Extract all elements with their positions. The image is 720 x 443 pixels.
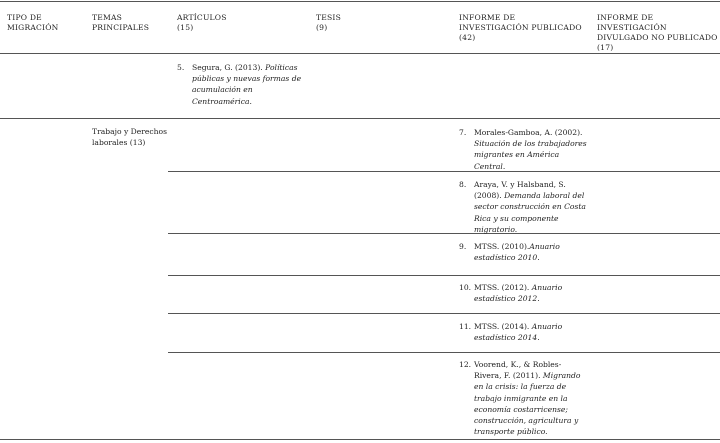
header-informe-publicado bbox=[459, 13, 584, 43]
rule-row-7 bbox=[168, 171, 720, 172]
informe-reference-11 bbox=[459, 321, 584, 343]
header-tesis-count: (9) bbox=[316, 23, 328, 32]
header-temas-label: TEMAS PRINCIPALES bbox=[92, 13, 150, 32]
rule-row-9 bbox=[168, 275, 720, 276]
header-articulos-count: (15) bbox=[177, 23, 194, 32]
header-informe-no-publicado-count: (17) bbox=[597, 43, 614, 52]
reference-author: Morales-Gamboa, A. (2002). bbox=[474, 128, 583, 137]
tema-label: Trabajo y Derechos laborales (13) bbox=[92, 127, 167, 147]
reference-number: 12. bbox=[459, 360, 472, 369]
informe-reference-12 bbox=[459, 359, 587, 437]
header-tesis bbox=[316, 13, 376, 33]
rule-row-8 bbox=[168, 233, 720, 234]
header-tipo-label: TIPO DE MIGRACIÓN bbox=[7, 13, 59, 32]
rule-section-divider bbox=[0, 118, 720, 119]
reference-author: Segura, G. (2013). bbox=[192, 63, 266, 72]
reference-number: 8. bbox=[459, 180, 467, 189]
tema-trabajo bbox=[92, 126, 168, 148]
informe-reference-9 bbox=[459, 241, 584, 263]
header-informe-no-publicado-label: INFORME DE INVESTIGACIÓN DIVULGADO NO PUBLICADO bbox=[597, 13, 718, 42]
rule-header-bottom bbox=[0, 53, 720, 54]
reference-author: MTSS. (2010). bbox=[474, 242, 530, 251]
header-informe-publicado-label: INFORME DE INVESTIGACIÓN PUBLICADO bbox=[459, 13, 582, 32]
reference-number: 11. bbox=[459, 322, 472, 331]
reference-number: 10. bbox=[459, 283, 472, 292]
header-tipo bbox=[7, 13, 67, 33]
reference-title: Migrando en la crisis: la fuerza de trabajo inmigrante en la economía costarricense; construcción, agricultura y transporte público. bbox=[474, 371, 581, 437]
rule-top bbox=[0, 1, 720, 2]
reference-title: Demanda laboral del sector construcción en Costa Rica y su componente migratorio. bbox=[474, 191, 586, 234]
reference-title: Situación de los trabajadores migrantes en América Central. bbox=[474, 139, 587, 171]
informe-reference-7 bbox=[459, 127, 587, 172]
reference-author: Araya, V. y Halsband, S. (2008). bbox=[474, 180, 566, 201]
informe-reference-8 bbox=[459, 179, 587, 235]
rule-row-10 bbox=[168, 313, 720, 314]
reference-number: 7. bbox=[459, 128, 467, 137]
header-tesis-label: TESIS bbox=[316, 13, 342, 22]
articulo-reference bbox=[177, 62, 302, 107]
reference-title: Anuario estadístico 2010. bbox=[474, 242, 560, 263]
header-informe-publicado-count: (42) bbox=[459, 33, 476, 42]
reference-author: MTSS. (2012). bbox=[474, 283, 532, 292]
reference-number: 9. bbox=[459, 242, 467, 251]
header-temas bbox=[92, 13, 152, 33]
header-informe-no-publicado bbox=[597, 13, 720, 53]
reference-author: Voorend, K., & Robles-Rivera, F. (2011). bbox=[474, 360, 562, 381]
header-articulos-label: ARTÍCULOS bbox=[177, 13, 227, 22]
reference-number: 5. bbox=[177, 63, 185, 72]
reference-title: Políticas públicas y nuevas formas de acumulación en Centroamérica. bbox=[192, 63, 302, 106]
rule-row-11 bbox=[168, 352, 720, 353]
reference-title: Anuario estadístico 2012. bbox=[474, 283, 563, 304]
informe-reference-10 bbox=[459, 282, 584, 304]
reference-title: Anuario estadístico 2014. bbox=[474, 322, 563, 343]
reference-author: MTSS. (2014). bbox=[474, 322, 532, 331]
header-articulos bbox=[177, 13, 267, 33]
rule-bottom bbox=[0, 439, 720, 440]
